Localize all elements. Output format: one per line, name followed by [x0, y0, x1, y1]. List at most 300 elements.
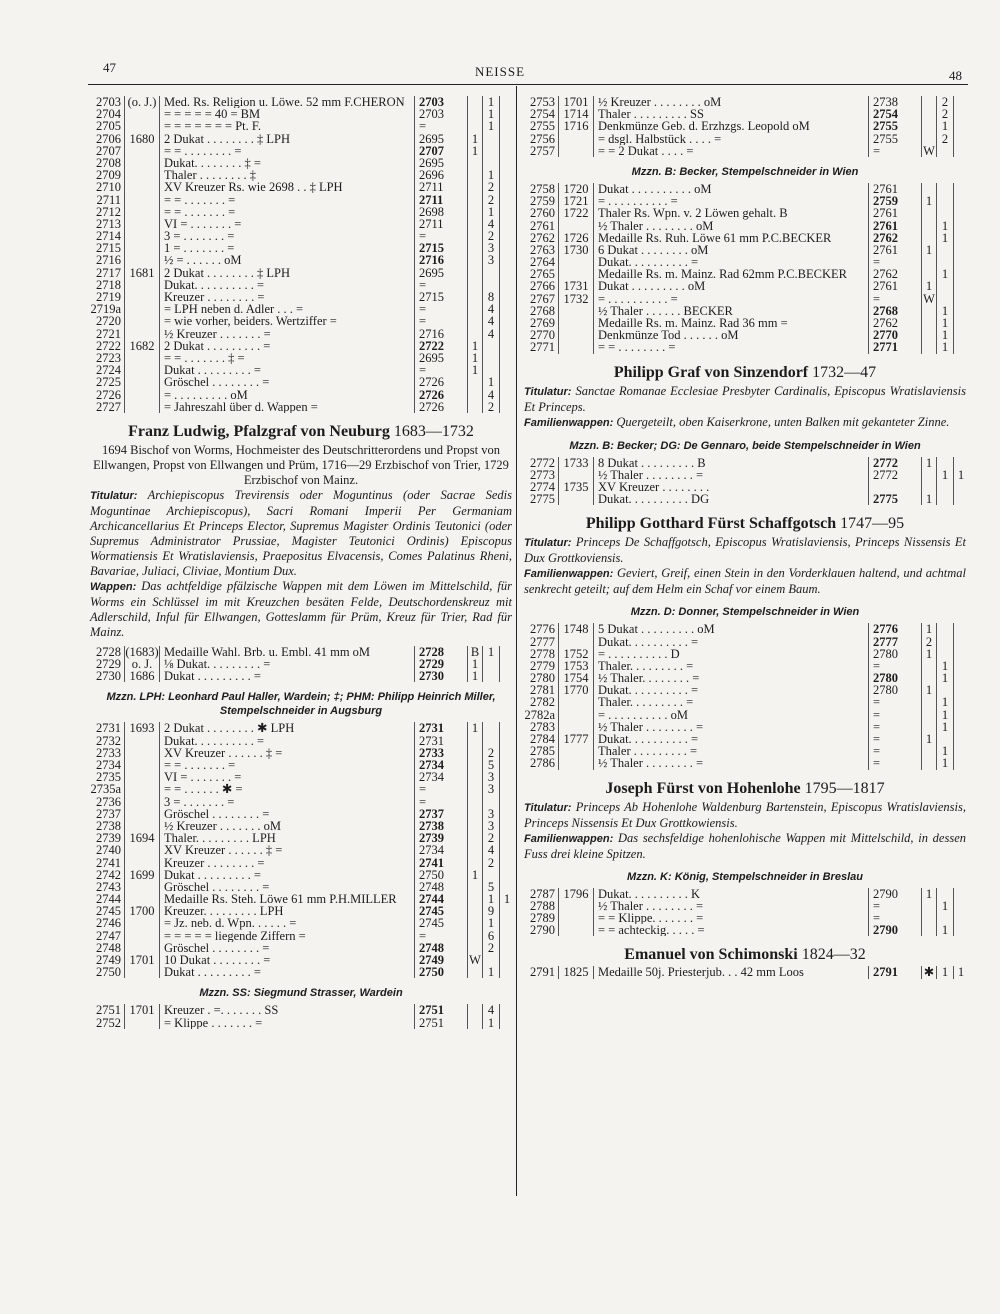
description: Kreuzer . . . . . . . . = [164, 856, 265, 869]
description: Medaille Rs. Ruh. Löwe 61 mm P.C.BECKER [598, 231, 832, 244]
rarity-b: 2 [936, 133, 953, 145]
rarity-a [467, 966, 482, 978]
rarity-a [921, 305, 936, 317]
rarity-a [467, 315, 482, 327]
rarity-b: 2 [936, 108, 953, 120]
year [559, 133, 594, 145]
description: Medaille Wahl. Brb. u. Embl. 41 mm oM [164, 645, 371, 659]
description: ½ Thaler. . . . . . . . = [598, 672, 700, 685]
rarity-c [953, 757, 968, 769]
rarity-b: 1 [482, 108, 499, 120]
rarity-b: 4 [482, 328, 499, 340]
rarity-a [467, 917, 482, 929]
rarity-a [467, 771, 482, 783]
reference: = [414, 230, 467, 242]
rarity-a: 1 [467, 364, 482, 376]
rarity-c [499, 206, 514, 218]
coin-row [88, 1004, 514, 1016]
rarity-c [953, 145, 968, 157]
reference: 2777 [868, 636, 921, 648]
rarity-a [467, 401, 482, 413]
rarity-c [499, 96, 514, 108]
rarity-c [953, 317, 968, 329]
rarity-b: 2 [482, 230, 499, 242]
coin-table [88, 646, 514, 683]
year: 1825 [559, 966, 594, 978]
reference: 2762 [868, 268, 921, 280]
description: 2 Dukat . . . . . . . . ‡ LPH [164, 266, 291, 279]
description: XV Kreuzer . . . . . . ‡ = [164, 844, 283, 857]
year [125, 401, 160, 413]
rarity-a [467, 108, 482, 120]
coin-table [522, 966, 968, 978]
rarity-b: 1 [482, 376, 499, 388]
rarity-b: 1 [936, 757, 953, 769]
reference: 2768 [868, 305, 921, 317]
year [125, 230, 160, 242]
rarity-c [953, 329, 968, 341]
catalog-number: 2773 [522, 469, 559, 481]
rarity-c [499, 1017, 514, 1029]
reference: 2726 [414, 376, 467, 388]
description: Gröschel . . . . . . . . = [164, 807, 270, 820]
description: = = . . . . . . . . = [164, 144, 242, 157]
rarity-b [482, 735, 499, 747]
reference: 2695 [414, 133, 467, 145]
rarity-c [499, 759, 514, 771]
rarity-a: 1 [921, 244, 936, 256]
catalog-number: 2705 [88, 120, 125, 132]
rarity-b: 1 [936, 924, 953, 936]
catalog-number: 2772 [522, 457, 559, 469]
year [125, 735, 160, 747]
description: Dukat . . . . . . . . . = [164, 966, 261, 979]
rarity-c [499, 905, 514, 917]
rarity-c [499, 315, 514, 327]
rarity-c [499, 670, 514, 682]
catalog-number: 2753 [522, 96, 559, 108]
reference: 2748 [414, 942, 467, 954]
year: 1686 [125, 670, 160, 682]
rarity-c [953, 912, 968, 924]
description: 6 Dukat . . . . . . . . oM [598, 243, 709, 257]
description: = . . . . . . . . . oM [164, 388, 248, 401]
rarity-a: 1 [921, 888, 936, 900]
rarity-b: 1 [482, 917, 499, 929]
familienwappen-text: Geviert, Greif, einen Stein in den Vorderklauen haltend, und achtmal senkrecht geteilt; auf dem Helm ein Schaf vor einem Baum. [524, 566, 967, 597]
reference: 2695 [414, 267, 467, 279]
reference: = [414, 315, 467, 327]
year [125, 254, 160, 266]
rarity-c [499, 133, 514, 145]
rarity-b: 1 [936, 709, 953, 721]
catalog-number: 2722 [88, 340, 125, 352]
rarity-b [936, 183, 953, 195]
catalog-number: 2733 [88, 747, 125, 759]
right-column [522, 96, 968, 979]
rarity-b [936, 207, 953, 219]
description: Kreuzer . =. . . . . . . SS [164, 1004, 279, 1017]
year [559, 305, 594, 317]
rarity-c [499, 930, 514, 942]
catalog-number: 2780 [522, 672, 559, 684]
reference: 2716 [414, 328, 467, 340]
year [125, 844, 160, 856]
rarity-b [482, 796, 499, 808]
year: 1754 [559, 672, 594, 684]
rarity-a [921, 469, 936, 481]
coin-row [522, 493, 968, 505]
year [125, 157, 160, 169]
rarity-c [499, 194, 514, 206]
catalog-number: 2788 [522, 900, 559, 912]
section-heading-schaffgotsch [522, 515, 968, 533]
rarity-c [499, 771, 514, 783]
catalog-number: 2718 [88, 279, 125, 291]
rarity-b: 1 [936, 696, 953, 708]
year [559, 493, 594, 505]
reference: 2707 [414, 145, 467, 157]
rarity-a [467, 194, 482, 206]
coin-row [88, 1017, 514, 1029]
rarity-a [467, 218, 482, 230]
description: = Jahreszahl über d. Wappen = [164, 400, 318, 413]
catalog-number: 2719a [88, 303, 125, 315]
rarity-c [953, 96, 968, 108]
rarity-c [953, 244, 968, 256]
rarity-a [467, 120, 482, 132]
familienwappen [524, 831, 966, 862]
reference: 2780 [868, 672, 921, 684]
catalog-number: 2757 [522, 145, 559, 157]
rarity-b [936, 293, 953, 305]
rarity-c [953, 696, 968, 708]
rarity-a: 2 [921, 636, 936, 648]
description: XV Kreuzer . . . . . . . . [598, 480, 710, 494]
coin-row [522, 195, 968, 207]
description: 2 Dukat . . . . . . . . ✱ LPH [164, 722, 295, 735]
year: 1680 [125, 133, 160, 145]
rarity-c [499, 169, 514, 181]
reference: 2703 [414, 108, 467, 120]
rarity-b [482, 267, 499, 279]
description: Med. Rs. Religion u. Löwe. 52 mm F.CHERON [164, 96, 405, 109]
rarity-c [953, 305, 968, 317]
titulatur-text: Archiepiscopus Trevirensis oder Moguntinus (oder Sacrae Sedis Moguntinae Archiepiscopus), Sacri Romani Imperii Per Germaniam Archicancellarius Et Princeps Elector, Supremus Magister Ordinis Teutonici (oder Supremus Administrator Prussiae, Magister Teutonici Ordinis) Episcopus Wormatiensis Et Wratislaviensis, Praepositus Elvacensis, Comes Palatinus Rheni, Bavariae, Juliaci, Cliviae, Montium Dux. [90, 487, 513, 578]
description: 5 Dukat . . . . . . . . . oM [598, 623, 715, 636]
rarity-c [953, 120, 968, 132]
reference: = [868, 745, 921, 757]
catalog-number: 2764 [522, 256, 559, 268]
description: = Jz. neb. d. Wpn. . . . . . = [164, 917, 297, 930]
year [125, 279, 160, 291]
year: 1701 [559, 96, 594, 108]
rarity-b: 1 [482, 893, 499, 905]
coin-row [522, 108, 968, 120]
reference: 2738 [868, 96, 921, 108]
description: ½ Kreuzer . . . . . . . . oM [598, 96, 722, 109]
year [559, 317, 594, 329]
reference: 2730 [414, 670, 467, 682]
rarity-c [499, 857, 514, 869]
coin-row [522, 966, 968, 978]
catalog-number: 2785 [522, 745, 559, 757]
rarity-b: 5 [482, 759, 499, 771]
reference: 2770 [868, 329, 921, 341]
catalog-number: 2737 [88, 808, 125, 820]
rarity-c [499, 796, 514, 808]
rarity-a [921, 256, 936, 268]
year [125, 881, 160, 893]
rarity-b: 4 [482, 218, 499, 230]
reference: = [868, 660, 921, 672]
coin-row [522, 232, 968, 244]
description: 10 Dukat . . . . . . . . = [164, 954, 271, 967]
coin-row [88, 905, 514, 917]
year [559, 220, 594, 232]
rarity-c [499, 808, 514, 820]
year [559, 636, 594, 648]
reference: 2711 [414, 181, 467, 193]
rarity-b [936, 244, 953, 256]
rarity-b [482, 722, 499, 734]
description: = = . . . . . . . . = [598, 341, 676, 354]
familienwappen-text: Quergeteilt, oben Kaiserkrone, unten Balken mit gekanteter Zinne. [616, 414, 950, 429]
rarity-a: 1 [921, 623, 936, 635]
coin-row [88, 808, 514, 820]
catalog-number: 2766 [522, 280, 559, 292]
year [125, 145, 160, 157]
rarity-a [467, 169, 482, 181]
catalog-number: 2728 [88, 646, 125, 658]
coin-row [88, 328, 514, 340]
rarity-c [953, 341, 968, 353]
rarity-a [467, 905, 482, 917]
coin-row [522, 256, 968, 268]
rarity-a [921, 133, 936, 145]
rarity-c [499, 844, 514, 856]
description: = . . . . . . . . . . = [598, 292, 678, 305]
description: 3 = . . . . . . . = [164, 230, 235, 243]
catalog-number: 2789 [522, 912, 559, 924]
familienwappen [524, 415, 966, 431]
reference: 2744 [414, 893, 467, 905]
catalog-number: 2738 [88, 820, 125, 832]
rarity-c [499, 145, 514, 157]
coin-row [88, 96, 514, 108]
description: ½ Thaler . . . . . . . . = [598, 468, 704, 481]
year [125, 930, 160, 942]
reference: 2751 [414, 1017, 467, 1029]
coin-row [88, 857, 514, 869]
reference: 2748 [414, 881, 467, 893]
rarity-a [467, 389, 482, 401]
year [125, 181, 160, 193]
reference: 2751 [414, 1004, 467, 1016]
rarity-c [953, 672, 968, 684]
reference: 2761 [868, 207, 921, 219]
rarity-a [921, 757, 936, 769]
catalog-number: 2742 [88, 869, 125, 881]
left-column [88, 96, 514, 1029]
rarity-c [499, 352, 514, 364]
description: XV Kreuzer Rs. wie 2698 . . ‡ LPH [164, 181, 343, 194]
description: = . . . . . . . . . . oM [598, 708, 689, 721]
reference: 2761 [868, 183, 921, 195]
titulatur-label: Titulatur: [524, 385, 572, 398]
description: Dukat . . . . . . . . . = [164, 364, 261, 377]
description: Medaille Rs. m. Mainz. Rad 36 mm = [598, 317, 788, 330]
catalog-number: 2712 [88, 206, 125, 218]
titulatur [524, 384, 966, 415]
year [125, 194, 160, 206]
reference: 2728 [414, 646, 467, 658]
rarity-b [482, 352, 499, 364]
rarity-a: 1 [921, 493, 936, 505]
description: = = . . . . . . . ‡ = [164, 351, 245, 365]
familienwappen-text: Das sechsfeldige hohenlohische Wappen mit Mittelschild, in dessen Fuss drei kleine Spitzen. [524, 830, 967, 861]
coin-row [88, 832, 514, 844]
reference: 2711 [414, 194, 467, 206]
rarity-b: 9 [482, 905, 499, 917]
rarity-b [936, 636, 953, 648]
reference: 2737 [414, 808, 467, 820]
mintmaster-note: Mzzn. D: Donner, Stempelschneider in Wien [630, 606, 860, 619]
rarity-c [499, 108, 514, 120]
year [559, 912, 594, 924]
rarity-a [921, 660, 936, 672]
rarity-b: 3 [482, 820, 499, 832]
year [559, 745, 594, 757]
rarity-c [499, 279, 514, 291]
description: Dukat. . . . . . . . . . = [598, 256, 699, 269]
rarity-a [921, 900, 936, 912]
coin-row [522, 317, 968, 329]
rarity-a [467, 1017, 482, 1029]
year [559, 709, 594, 721]
catalog-number: 2790 [522, 924, 559, 936]
section-heading-sinzendorf [522, 364, 968, 382]
reference: 2741 [414, 857, 467, 869]
section-name: Joseph Fürst von Hohenlohe [605, 779, 801, 797]
coin-row [88, 917, 514, 929]
year [125, 108, 160, 120]
rarity-c [953, 232, 968, 244]
coin-row [522, 145, 968, 157]
rarity-a [467, 181, 482, 193]
description: Denkmünze Geb. d. Erzhzgs. Leopold oM [598, 120, 810, 133]
catalog-number: 2729 [88, 658, 125, 670]
year: 1694 [125, 832, 160, 844]
year [125, 376, 160, 388]
reference: 2776 [868, 623, 921, 635]
rarity-a [467, 328, 482, 340]
rarity-a [921, 924, 936, 936]
catalog-number: 2719 [88, 291, 125, 303]
catalog-number: 2791 [522, 966, 559, 978]
rarity-a [467, 759, 482, 771]
rarity-b: 4 [482, 1004, 499, 1016]
rarity-b: 1 [936, 966, 953, 978]
rarity-a: 1 [921, 457, 936, 469]
rarity-c [953, 684, 968, 696]
rarity-b [482, 670, 499, 682]
rarity-c [499, 328, 514, 340]
description: = = . . . . . . ✱ = [164, 783, 243, 796]
description: = = = = = = = Pt. F. [164, 120, 261, 133]
catalog-number: 2748 [88, 942, 125, 954]
catalog-number: 2774 [522, 481, 559, 493]
coin-row [88, 181, 514, 193]
catalog-number: 2786 [522, 757, 559, 769]
description: Dukat . . . . . . . . . . oM [598, 182, 712, 196]
description: Thaler. . . . . . . . . LPH [164, 832, 276, 845]
year: 1732 [559, 293, 594, 305]
rarity-c [953, 721, 968, 733]
year [125, 808, 160, 820]
year: 1700 [125, 905, 160, 917]
description: Dukat. . . . . . . . . . = [164, 734, 265, 747]
familienwappen [524, 566, 966, 597]
year [125, 771, 160, 783]
year [125, 857, 160, 869]
reference: 2731 [414, 735, 467, 747]
coin-row [522, 220, 968, 232]
rarity-c [953, 745, 968, 757]
catalog-number: 2767 [522, 293, 559, 305]
coin-row [522, 745, 968, 757]
rarity-c [499, 157, 514, 169]
year: 1731 [559, 280, 594, 292]
titulatur-label: Titulatur: [524, 801, 572, 814]
coin-row [88, 291, 514, 303]
description: Dukat . . . . . . . . . oM [598, 280, 706, 293]
catalog-number: 2758 [522, 183, 559, 195]
year: 1733 [559, 457, 594, 469]
description: Thaler . . . . . . . . . = [598, 745, 698, 758]
coin-row [522, 721, 968, 733]
rarity-c [953, 493, 968, 505]
rarity-b: 4 [482, 315, 499, 327]
page-number-right: 48 [949, 68, 962, 83]
rarity-b: 3 [482, 783, 499, 795]
rarity-b: 4 [482, 303, 499, 315]
catalog-number: 2711 [88, 194, 125, 206]
reference: 2695 [414, 352, 467, 364]
year [125, 759, 160, 771]
rarity-c: 1 [499, 893, 514, 905]
rarity-a [467, 303, 482, 315]
year [559, 696, 594, 708]
year: 1693 [125, 722, 160, 734]
rarity-c [499, 942, 514, 954]
reference: 2696 [414, 169, 467, 181]
reference: 2734 [414, 844, 467, 856]
coin-row [522, 268, 968, 280]
description: Gröschel . . . . . . . . = [164, 880, 270, 894]
catalog-number: 2710 [88, 181, 125, 193]
description: Dukat. . . . . . . . ‡ = [164, 156, 261, 170]
mintmaster-note: Mzzn. K: König, Stempelschneider in Breslau [627, 870, 863, 883]
rarity-b: 2 [482, 181, 499, 193]
catalog-number: 2759 [522, 195, 559, 207]
description: Thaler Rs. Wpn. v. 2 Löwen gehalt. B [598, 207, 788, 220]
rarity-c [499, 267, 514, 279]
coin-row [522, 183, 968, 195]
rarity-a [467, 735, 482, 747]
rarity-a [467, 230, 482, 242]
familienwappen-label: Familienwappen: [524, 568, 614, 581]
